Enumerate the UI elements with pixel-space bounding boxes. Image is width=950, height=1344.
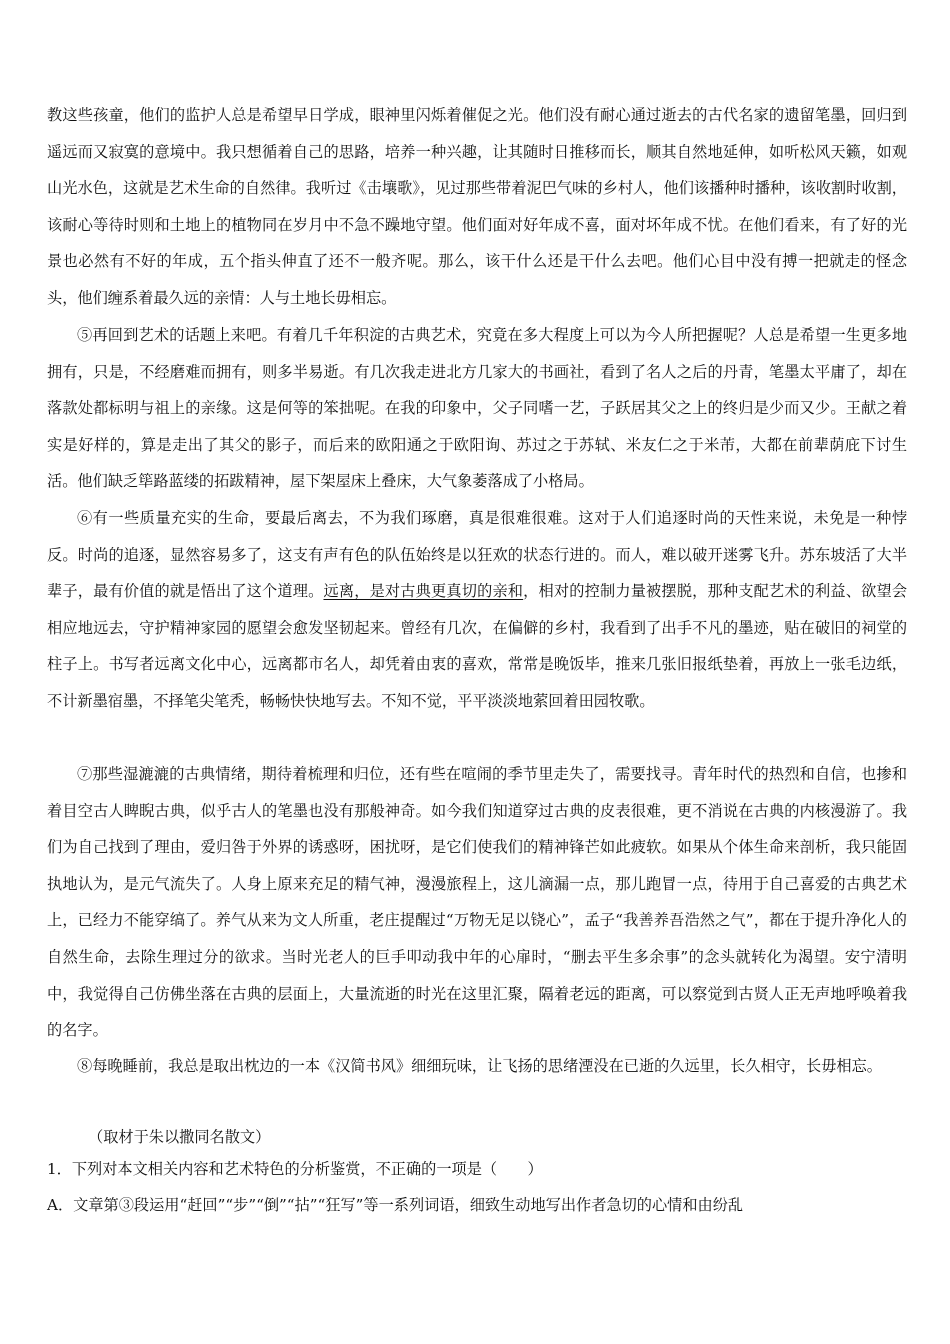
paragraph-6: [47, 500, 907, 720]
source-note: （取材于朱以撒同名散文）: [88, 1128, 271, 1146]
underlined-sentence: 远离，是对古典更真切的亲和: [323, 582, 524, 601]
paragraph-6-text-before: ⑥有一些质量充实的生命，要最后离去，不为我们琢磨，真是很难很难。这对于人们追逐时尚的天性来说，未免是一种悖反。时尚的追逐，显然容易多了，这支有声有色的队伍始终是以狂欢的状态行进的。而人，难以破开迷雾飞升。苏东坡活了大半辈子，最有价值的就是悟出了这个道理。: [47, 509, 907, 601]
paragraph-5: ⑤再回到艺术的话题上来吧。有着几千年积淀的古典艺术，究竟在多大程度上可以为今人所把握呢？人总是希望一生更多地拥有，只是，不经磨难而拥有，则多半易逝。有几次我走进北方几家大的书画社，看到了名人之后的丹青，笔墨太平庸了，却在落款处都标明与祖上的亲缘。这是何等的笨拙呢。在我的印象中，父子同嗜一艺，子跃居其父之上的终归是少而又少。王献之着实是好样的，算是走出了其父的影子，而后来的欧阳通之于欧阳询、苏过之于苏轼、米友仁之于米芾，大都在前辈荫庇下讨生活。他们缺乏筚路蓝缕的拓跋精神，屋下架屋床上叠床，大气象萎落成了小格局。: [47, 326, 907, 491]
option-a: A．文章第③段运用“赶回”“步”“倒”“拈”“狂写”等一系列词语，细致生动地写出作者急切的心情和由纷乱: [47, 1196, 744, 1214]
paragraph-7: ⑦那些湿漉漉的古典情绪，期待着梳理和归位，还有些在喧闹的季节里走失了，需要找寻。青年时代的热烈和自信，也掺和着目空古人睥睨古典，似乎古人的笔墨也没有那般神奇。如今我们知道穿过古典的皮表很难，更不消说在古典的内核漫游了。我们为自己找到了理由，爱归咎于外界的诱惑呀，困扰呀，是它们使我们的精神锋芒如此疲软。如果从个体生命来剖析，我只能固执地认为，是元气流失了。人身上原来充足的精气神，漫漫旅程上，这儿滴漏一点，那儿跑冒一点，待用于自己喜爱的古典艺术上，已经力不能穿缟了。养气从来为文人所重，老庄提醒过“万物无足以铙心”，孟子“我善养吾浩然之气”，都在于提升净化人的自然生命，去除生理过分的欲求。当时光老人的巨手叩动我中年的心扉时，“删去平生多余事”的念头就转化为渴望。安宁清明中，我觉得自己仿佛坐落在古典的层面上，大量流逝的时光在这里汇聚，隔着老远的距离，可以察觉到古贤人正无声地呼唤着我的名字。: [47, 765, 907, 1040]
paragraph-6-text-after: ，相对的控制力量被摆脱，那种支配艺术的利益、欲望会相应地远去，守护精神家园的愿望会愈发坚韧起来。曾经有几次，在偏僻的乡村，我看到了出手不凡的墨迹，贴在破旧的祠堂的柱子上。书写者远离文化中心，远离都市名人，却凭着由衷的喜欢，常常是晚饭毕，推来几张旧报纸垫着，再放上一张毛边纸，不计新墨宿墨，不择笔尖笔秃，畅畅快快地写去。不知不觉，平平淡淡地萦回着田园牧歌。: [47, 582, 908, 710]
question-1: 1．下列对本文相关内容和艺术特色的分析鉴赏，不正确的一项是（ ）: [47, 1160, 543, 1178]
paragraph-8: ⑧每晚睡前，我总是取出枕边的一本《汉简书风》细细玩味，让飞扬的思绪湮没在已逝的久远里，长久相守，长毋相忘。: [77, 1057, 882, 1075]
paragraph-4-continued: 教这些孩童，他们的监护人总是希望早日学成，眼神里闪烁着催促之光。他们没有耐心通过逝去的古代名家的遗留笔墨，回归到遥远而又寂寞的意境中。我只想循着自己的思路，培养一种兴趣，让其随时日推移而长，顺其自然地延伸，如听松风天籁，如观山光水色，这就是艺术生命的自然律。我听过《击壤歌》，见过那些带着泥巴气味的乡村人，他们该播种时播种，该收割时收割，该耐心等待时则和土地上的植物同在岁月中不急不躁地守望。他们面对好年成不喜，面对坏年成不忧。在他们看来，有了好的光景也必然有不好的年成，五个指头伸直了还不一般齐呢。那么，该干什么还是干什么去吧。他们心目中没有搏一把就走的怪念头，他们缠系着最久远的亲情：人与土地长毋相忘。: [47, 106, 907, 307]
